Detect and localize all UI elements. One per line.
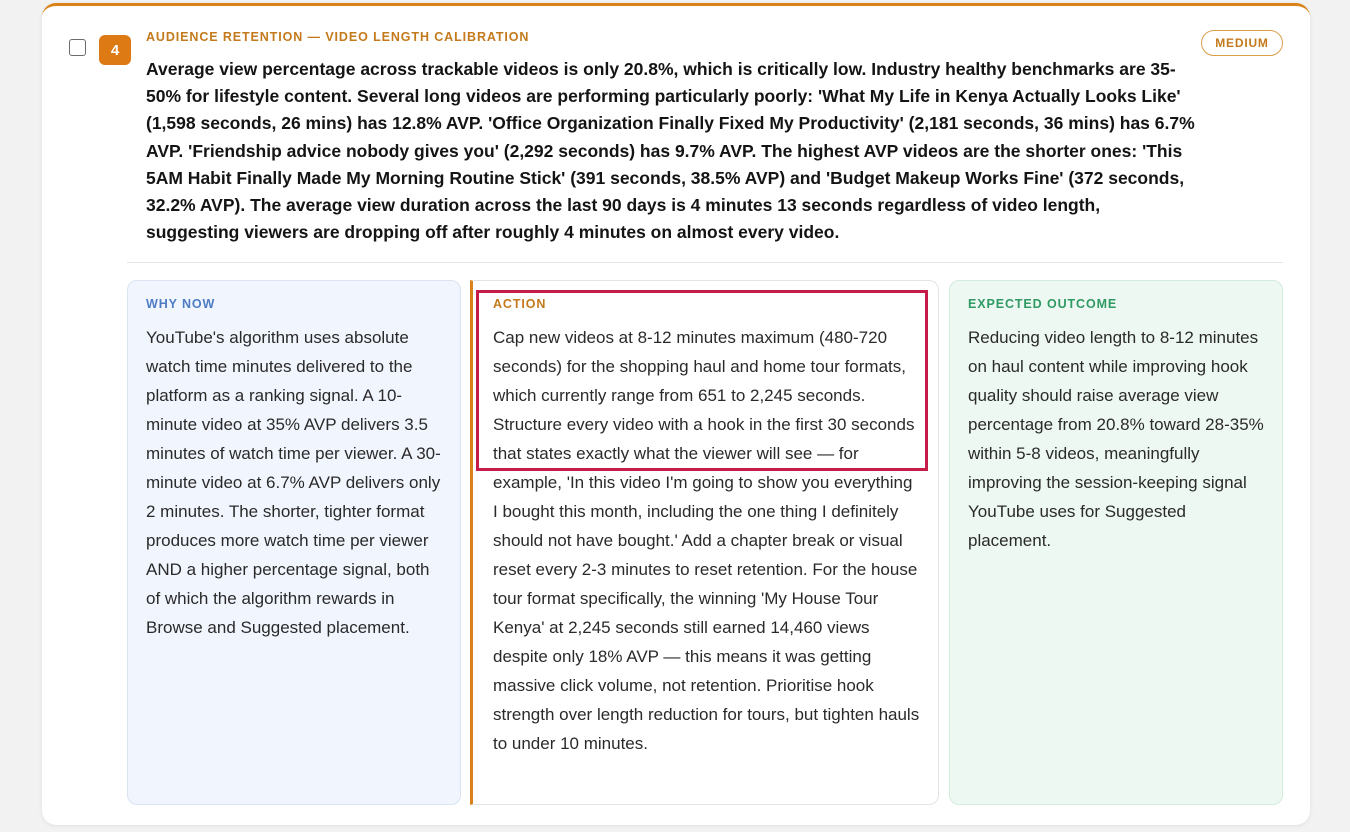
why-now-panel <box>127 280 461 805</box>
recommendation-number-badge: 4 <box>99 35 131 65</box>
recommendation-summary: Average view percentage across trackable videos is only 20.8%, which is critically low. Industry healthy benchmarks are 35-50% for lifestyle content. Several long videos are performing particularly poorly: 'What My Life in Kenya Actually Looks Like' (1,598 seconds, 26 mins) has 12.8% AVP. 'Office Organization Finally Fixed My Productivity' (2,181 seconds, 36 mins) has 6.7% AVP. 'Friendship advice nobody gives you' (2,292 seconds) has 9.7% AVP. The highest AVP videos are the shorter ones: 'This 5AM Habit Finally Made My Morning Routine Stick' (391 seconds, 38.5% AVP) and 'Budget Makeup Works Fine' (372 seconds, 32.2% AVP). The average view duration across the last 90 days is 4 minutes 13 seconds regardless of video length, suggesting viewers are dropping off after roughly 4 minutes on almost every video. <box>146 59 1195 243</box>
why-now-body: YouTube's algorithm uses absolute watch time minutes delivered to the platform as a ranking signal. A 10-minute video at 35% AVP delivers 3.5 minutes of watch time per viewer. A 30-minute video at 6.7% AVP delivers only 2 minutes. The shorter, tighter format produces more watch time per viewer AND a higher percentage signal, both of which the algorithm rewards in Browse and Suggested placement. <box>146 328 441 637</box>
select-checkbox[interactable] <box>69 39 86 56</box>
divider <box>127 262 1283 263</box>
expected-outcome-panel <box>949 280 1283 805</box>
action-panel <box>470 280 939 805</box>
recommendation-card <box>42 3 1310 825</box>
expected-outcome-title: EXPECTED OUTCOME <box>968 297 1118 311</box>
action-body: Cap new videos at 8-12 minutes maximum (480-720 seconds) for the shopping haul and home tour formats, which currently range from 651 to 2,245 seconds. Structure every video with a hook in the first 30 seconds that states exactly what the viewer will see — for example, 'In this video I'm going to show you everything I bought this month, including the one thing I definitely should not have bought.' Add a chapter break or visual reset every 2-3 minutes to reset retention. For the house tour format specifically, the winning 'My House Tour Kenya' at 2,245 seconds still earned 14,460 views despite only 18% AVP — this means it was getting massive click volume, not retention. Prioritise hook strength over length reduction for tours, but tighten hauls to under 10 minutes. <box>493 328 920 753</box>
priority-badge: MEDIUM <box>1201 30 1283 56</box>
why-now-title: WHY NOW <box>146 297 216 311</box>
category-label: AUDIENCE RETENTION — VIDEO LENGTH CALIBRATION <box>146 30 530 44</box>
expected-outcome-body: Reducing video length to 8-12 minutes on haul content while improving hook quality should raise average view percentage from 20.8% toward 28-35% within 5-8 videos, meaningfully improving the session-keeping signal YouTube uses for Suggested placement. <box>968 328 1264 550</box>
action-title: ACTION <box>493 297 547 311</box>
